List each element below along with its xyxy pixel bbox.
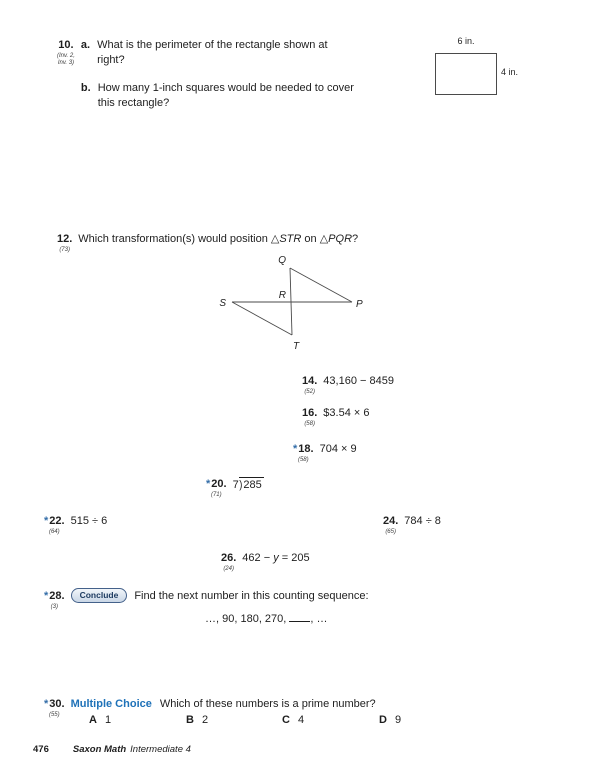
expression: $3.54 × 6 — [323, 407, 370, 419]
multiple-choice-label: Multiple Choice — [70, 698, 152, 710]
segment-st — [232, 302, 292, 335]
lesson-reference: (58) — [304, 421, 315, 427]
lesson-reference: (71) — [210, 492, 222, 498]
expression: 515 ÷ 6 — [70, 515, 108, 527]
question-text: Which transformation(s) would position — [78, 233, 271, 245]
sequence-ellipsis: , … — [310, 613, 328, 625]
rectangle-figure — [435, 53, 497, 95]
text-line: right? — [97, 54, 125, 66]
lesson-reference: (55) — [48, 712, 60, 718]
triangle-name-pqr: PQR — [328, 233, 353, 245]
equation-left: 462 − — [242, 552, 274, 564]
problem-number: 20. — [211, 478, 227, 490]
question-text: on — [301, 233, 320, 245]
lesson-reference: (73) — [59, 247, 70, 253]
vertex-label-t: T — [292, 341, 300, 352]
vertex-label-r: R — [278, 290, 286, 301]
text-line: this rectangle? — [97, 97, 170, 109]
conclude-badge: Conclude — [71, 588, 128, 603]
instruction-text: Find the next number in this counting sequence: — [134, 590, 369, 602]
page-footer — [33, 744, 191, 755]
problem-26 — [221, 551, 310, 573]
rectangle-width-label: 6 in. — [457, 36, 475, 46]
lesson-reference-line2: Inv. 3) — [57, 60, 75, 66]
division-bracket-curve: ) — [238, 479, 243, 491]
problem-24 — [383, 514, 441, 536]
divisor: 7 — [232, 479, 239, 491]
lesson-reference: (24) — [223, 566, 234, 572]
problem-18 — [293, 442, 357, 464]
dividend: 285 — [243, 479, 262, 491]
problem-22 — [44, 514, 107, 536]
choice-c — [282, 714, 304, 726]
choice-letter: B — [186, 714, 194, 726]
lesson-reference — [57, 53, 75, 67]
choice-letter: C — [282, 714, 290, 726]
triangles-figure — [208, 250, 378, 358]
problem-number: 10. — [58, 39, 74, 51]
question-text: Which of these numbers is a prime number? — [159, 698, 376, 710]
lesson-reference: (52) — [304, 389, 315, 395]
part-text — [98, 81, 354, 111]
problem-10-number-column — [57, 38, 75, 67]
counting-sequence — [205, 612, 328, 625]
problem-14 — [302, 374, 394, 396]
question-text: ? — [352, 233, 359, 245]
lesson-reference: (64) — [48, 529, 60, 535]
problem-30-text — [71, 697, 376, 712]
problem-number: 30. — [49, 698, 65, 710]
expression: 704 × 9 — [319, 443, 357, 455]
vertex-label-p: P — [356, 299, 363, 310]
asterisk-marker: * — [293, 443, 298, 455]
problem-16 — [302, 406, 369, 428]
problem-10a — [81, 38, 354, 68]
answer-blank — [289, 612, 310, 622]
long-division-expression — [233, 477, 264, 493]
sequence-numbers: …, 90, 180, 270, — [205, 613, 290, 625]
problem-10b — [81, 81, 354, 111]
expression: 784 ÷ 8 — [404, 515, 441, 527]
variable-y: y — [273, 552, 279, 564]
book-title: Saxon Math — [72, 744, 127, 755]
part-label: a. — [80, 39, 91, 51]
rectangle-height-label: 4 in. — [501, 67, 519, 77]
segment-qt — [290, 268, 292, 335]
problem-12-text — [78, 232, 358, 247]
choice-letter: A — [89, 714, 97, 726]
expression: 43,160 − 8459 — [323, 375, 394, 387]
problem-number: 22. — [49, 515, 65, 527]
problem-20 — [206, 477, 264, 499]
part-text — [97, 38, 328, 68]
problem-number: 18. — [298, 443, 314, 455]
triangle-name-str: STR — [279, 233, 302, 245]
lesson-reference: (58) — [297, 457, 309, 463]
segment-qp — [290, 268, 352, 302]
problem-12-number-column — [57, 232, 72, 254]
asterisk-marker: * — [44, 590, 49, 602]
problem-number: 16. — [302, 407, 318, 419]
equation — [242, 551, 309, 566]
triangle-symbol: △ — [319, 233, 329, 245]
text-line: What is the perimeter of the rectangle shown at — [97, 39, 328, 51]
choice-value: 2 — [201, 714, 209, 726]
choice-b — [186, 714, 208, 726]
text-line: How many 1-inch squares would be needed to cover — [97, 82, 354, 94]
page-number: 476 — [33, 744, 49, 755]
problem-28-text — [71, 589, 369, 604]
choice-value: 1 — [104, 714, 112, 726]
book-subtitle: Intermediate 4 — [130, 744, 191, 755]
division-bracket — [239, 477, 264, 493]
asterisk-marker: * — [44, 698, 49, 710]
problem-number: 12. — [57, 233, 73, 245]
choice-value: 4 — [297, 714, 305, 726]
asterisk-marker: * — [206, 478, 211, 490]
problem-10 — [57, 38, 354, 111]
lesson-reference: (65) — [385, 529, 396, 535]
equation-right: = 205 — [278, 552, 310, 564]
choice-letter: D — [379, 714, 387, 726]
lesson-reference-line1: (Inv. 2, — [57, 53, 75, 59]
choice-value: 9 — [394, 714, 402, 726]
choice-a — [89, 714, 111, 726]
problem-28 — [44, 589, 369, 611]
asterisk-marker: * — [44, 515, 49, 527]
part-label: b. — [80, 82, 91, 94]
triangle-symbol: △ — [270, 233, 280, 245]
problem-10-body — [81, 38, 354, 111]
problem-number: 28. — [49, 590, 65, 602]
problem-number: 14. — [302, 375, 318, 387]
problem-number: 24. — [383, 515, 399, 527]
lesson-reference: (3) — [50, 604, 58, 610]
vertex-label-q: Q — [278, 255, 286, 266]
vertex-label-s: S — [219, 298, 226, 309]
choice-d — [379, 714, 401, 726]
problem-number: 26. — [221, 552, 237, 564]
